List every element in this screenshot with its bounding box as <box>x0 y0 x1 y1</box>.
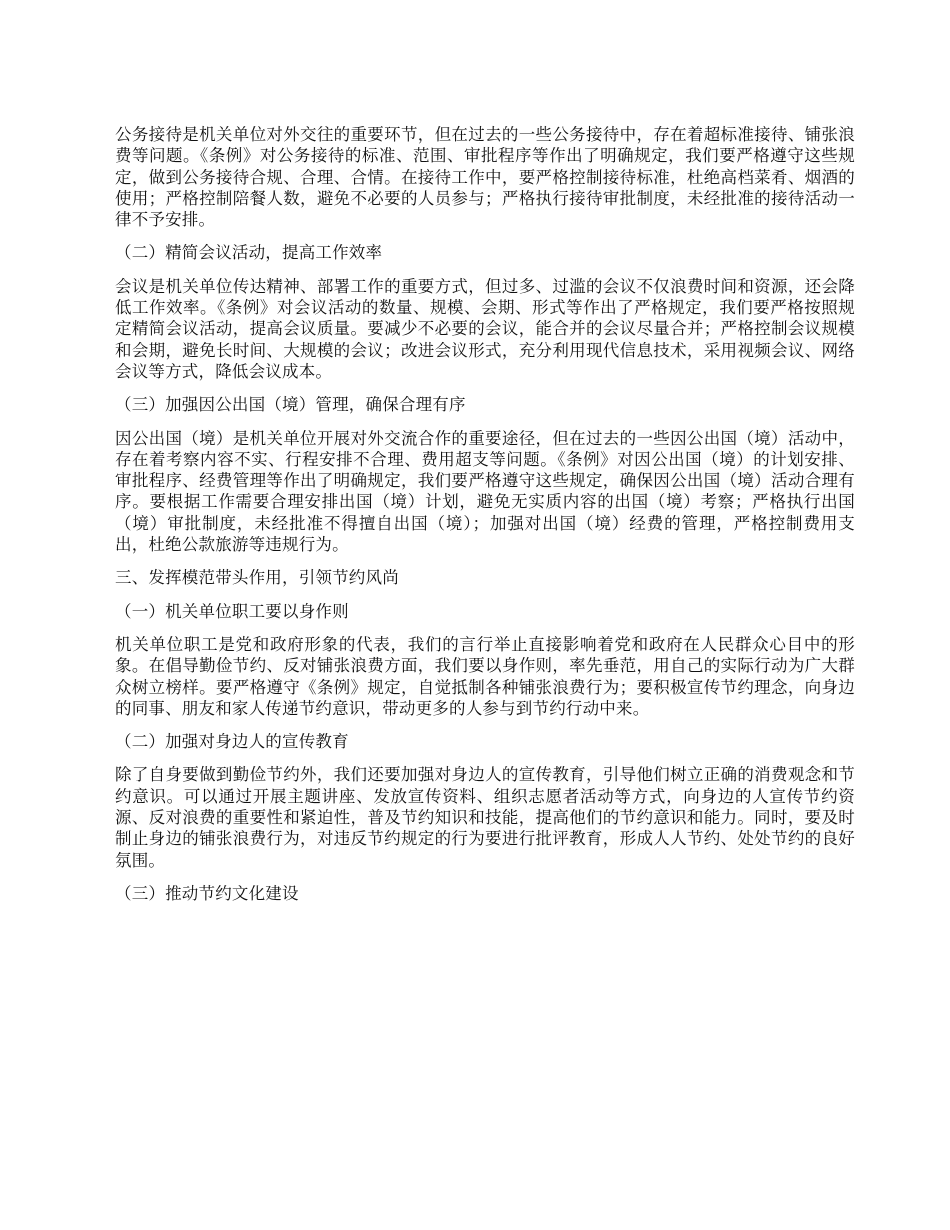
heading-thrift-culture: （三）推动节约文化建设 <box>115 883 299 903</box>
paragraph-reception: 公务接待是机关单位对外交往的重要环节，但在过去的一些公务接待中，存在着超标准接待、铺张浪费等问题。《条例》对公务接待的标准、范围、审批程序等作出了明确规定，我们要严格遵守这些规定，做到公务接待合规、合理、合情。在接待工作中，要严格控制接待标准，杜绝高档菜肴、烟酒的使用；严格控制陪餐人数，避免不必要的人员参与；严格执行接待审批制度，未经批准的接待活动一律不予安排。 <box>115 125 855 230</box>
heading-overseas-travel: （三）加强因公出国（境）管理，确保合理有序 <box>115 395 466 415</box>
paragraph-educate-others: 除了自身要做到勤俭节约外，我们还要加强对身边人的宣传教育，引导他们树立正确的消费观念和节约意识。可以通过开展主题讲座、发放宣传资料、组织志愿者活动等方式，向身边的人宣传节约资源、反对浪费的重要性和紧迫性，普及节约知识和技能，提高他们的节约意识和能力。同时，要及时制止身边的铺张浪费行为，对违反节约规定的行为要进行批评教育，形成人人节约、处处节约的良好氛围。 <box>115 765 855 870</box>
document-body <box>115 124 855 916</box>
heading-streamline-meetings: （二）精简会议活动，提高工作效率 <box>115 243 383 263</box>
paragraph-overseas-travel: 因公出国（境）是机关单位开展对外交流合作的重要途径，但在过去的一些因公出国（境）活动中，存在着考察内容不实、行程安排不合理、费用超支等问题。《条例》对因公出国（境）的计划安排、审批程序、经费管理等作出了明确规定，我们要严格遵守这些规定，确保因公出国（境）活动合理有序。要根据工作需要合理安排出国（境）计划，避免无实质内容的出国（境）考察；严格执行出国（境）审批制度，未经批准不得擅自出国（境）；加强对出国（境）经费的管理，严格控制费用支出，杜绝公款旅游等违规行为。 <box>115 428 855 555</box>
paragraph-lead-by-example: 机关单位职工是党和政府形象的代表，我们的言行举止直接影响着党和政府在人民群众心目中的形象。在倡导勤俭节约、反对铺张浪费方面，我们要以身作则，率先垂范，用自己的实际行动为广大群众树立榜样。要严格遵守《条例》规定，自觉抵制各种铺张浪费行为；要积极宣传节约理念，向身边的同事、朋友和家人传递节约意识，带动更多的人参与到节约行动中来。 <box>115 634 855 718</box>
paragraph-meetings: 会议是机关单位传达精神、部署工作的重要方式，但过多、过滥的会议不仅浪费时间和资源，还会降低工作效率。《条例》对会议活动的数量、规模、会期、形式等作出了严格规定，我们要严格按照规定精简会议活动，提高会议质量。要减少不必要的会议，能合并的会议尽量合并；严格控制会议规模和会期，避免长时间、大规模的会议；改进会议形式，充分利用现代信息技术，采用视频会议、网络会议等方式，降低会议成本。 <box>115 276 855 381</box>
heading-section-three: 三、发挥模范带头作用，引领节约风尚 <box>115 568 399 588</box>
heading-educate-others: （二）加强对身边人的宣传教育 <box>115 732 349 752</box>
heading-lead-by-example: （一）机关单位职工要以身作则 <box>115 601 349 621</box>
